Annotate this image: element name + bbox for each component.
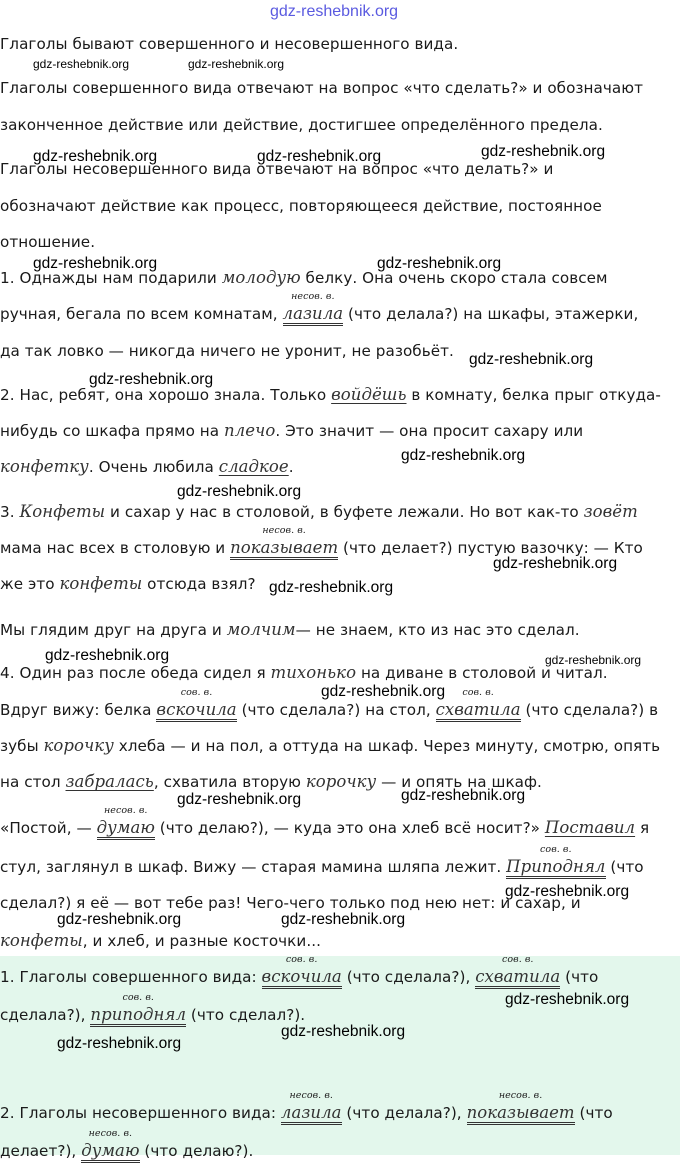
watermark: gdz-reshebnik.org xyxy=(177,791,302,808)
text-run: стул, заглянул в шкаф. Вижу — старая мамина шляпа лежит. xyxy=(0,858,507,876)
theory-line-2: Глаголы совершенного вида отвечают на вопрос «что сделать?» и обозначают xyxy=(0,79,644,97)
text-run: (что делала?), xyxy=(341,1104,467,1122)
text-run: зубы xyxy=(0,737,44,755)
watermark: gdz-reshebnik.org xyxy=(481,143,606,160)
text-run: и сахар у нас в столовой, в буфете лежали. Но вот как-то xyxy=(105,503,584,521)
watermark: gdz-reshebnik.org xyxy=(469,351,594,368)
highlighted-word: сладкое xyxy=(218,457,289,476)
watermark: gdz-reshebnik.org xyxy=(505,991,630,1008)
watermark: gdz-reshebnik.org xyxy=(401,447,526,464)
text-run: сделала?), xyxy=(0,1006,91,1024)
text-run: 3. xyxy=(0,503,20,521)
text-line-9 xyxy=(0,574,256,594)
text-run: на диване в столовой и читал. xyxy=(356,664,608,682)
watermark: gdz-reshebnik.org xyxy=(321,683,446,700)
watermark: gdz-reshebnik.org xyxy=(493,555,618,572)
theory-line-5: обозначают действие как процесс, повторяющееся действие, постоянное xyxy=(0,197,602,215)
text-line-10 xyxy=(0,620,580,640)
watermark: gdz-reshebnik.org xyxy=(505,883,630,900)
text-line-3: да так ловко — никогда ничего не уронит, не разобьёт. xyxy=(0,342,454,360)
watermark: gdz-reshebnik.org xyxy=(33,57,130,71)
highlighted-word: войдёшь xyxy=(331,385,407,404)
watermark: gdz-reshebnik.org xyxy=(269,579,394,596)
aspect-label: несов. в. xyxy=(289,1090,333,1101)
verb-dumayu: думаю xyxy=(97,818,155,840)
theory-line-1: Глаголы бывают совершенного и несовершенного вида. xyxy=(0,35,459,53)
text-run: отсюда взял? xyxy=(142,575,256,593)
labeled-verb xyxy=(475,954,561,987)
watermark: gdz-reshebnik.org xyxy=(57,911,182,928)
text-line-7 xyxy=(0,502,638,522)
text-run: (что сделала?) на стол, xyxy=(236,701,436,719)
aspect-label: сов. в. xyxy=(122,992,154,1003)
text-run: 1. Глаголы совершенного вида: xyxy=(0,968,262,986)
text-run: (что xyxy=(605,858,644,876)
watermark: gdz-reshebnik.org xyxy=(89,371,214,388)
watermark: gdz-reshebnik.org xyxy=(281,911,406,928)
aspect-label: несов. в. xyxy=(498,1090,543,1101)
verb-pokazyvaet: показывает xyxy=(230,538,338,560)
text-run: . xyxy=(288,458,294,476)
text-run: (что сделала?), xyxy=(341,968,476,986)
highlighted-word: лазила xyxy=(281,1103,342,1125)
aspect-label: несов. в. xyxy=(291,291,335,302)
theory-line-4: Глаголы несовершенного вида отвечают на вопрос «что делать?» и xyxy=(0,160,554,178)
aspect-label: сов. в. xyxy=(180,687,213,698)
watermark: gdz-reshebnik.org xyxy=(188,57,285,71)
highlighted-word: вскочила xyxy=(262,967,342,989)
text-run: . Очень любила xyxy=(88,458,219,476)
verb-pripodnyal: Приподнял xyxy=(506,857,605,879)
highlighted-word: конфеты xyxy=(0,931,83,950)
watermark: gdz-reshebnik.org xyxy=(45,647,170,664)
text-line-13 xyxy=(0,736,660,756)
text-line-2 xyxy=(0,291,639,324)
labeled-verb xyxy=(156,687,237,720)
aspect-label: несов. в. xyxy=(88,1128,133,1139)
labeled-verb xyxy=(435,687,521,720)
text-line-16 xyxy=(0,844,644,877)
verb-skhvatila: схватила xyxy=(436,700,521,722)
text-run: 4. Один раз после обеда сидел я xyxy=(0,664,271,682)
answer-line-1 xyxy=(0,954,599,987)
highlighted-word: думаю xyxy=(81,1141,139,1163)
highlighted-word: молчим xyxy=(226,620,296,639)
watermark-top: gdz-reshebnik.org xyxy=(270,3,399,20)
highlighted-word: Поставил xyxy=(544,818,636,837)
answer-line-3 xyxy=(0,1090,613,1123)
text-run: белку. Она очень скоро стала совсем xyxy=(300,269,608,287)
text-run: (что делала?) на шкафы, этажерки, xyxy=(343,305,639,323)
watermark: gdz-reshebnik.org xyxy=(177,483,302,500)
text-run: мама нас всех в столовую и xyxy=(0,539,231,557)
text-run: на стол xyxy=(0,773,66,791)
labeled-verb xyxy=(90,992,187,1025)
watermark: gdz-reshebnik.org xyxy=(377,255,502,272)
watermark: gdz-reshebnik.org xyxy=(257,148,382,165)
text-run: хлеба — и на пол, а оттуда на шкаф. Через минуту, смотрю, опять xyxy=(113,737,661,755)
aspect-label: сов. в. xyxy=(462,687,494,698)
text-run: — не знаем, кто из нас это сделал. xyxy=(295,621,580,639)
verb-lazila: лазила xyxy=(283,304,344,326)
answer-line-4 xyxy=(0,1128,254,1161)
watermark: gdz-reshebnik.org xyxy=(401,787,526,804)
text-run: я xyxy=(635,819,650,837)
watermark: gdz-reshebnik.org xyxy=(281,1023,406,1040)
watermark: gdz-reshebnik.org xyxy=(33,255,158,272)
text-run: , схватила вторую xyxy=(153,773,306,791)
text-line-17: сделал?) я её — вот тебе раз! Чего-чего только под нею нет: и сахар, и xyxy=(0,894,581,912)
text-run: (что делает?) пустую вазочку: — Кто xyxy=(338,539,643,557)
text-run: (что сделала?) в xyxy=(520,701,659,719)
text-run: Вдруг вижу: белка xyxy=(0,701,157,719)
highlighted-word: схватила xyxy=(475,967,560,989)
text-run: нибудь со шкафа прямо на xyxy=(0,422,224,440)
highlighted-word: корочку xyxy=(43,736,114,755)
text-line-15 xyxy=(0,805,650,838)
highlighted-word: тихонько xyxy=(270,663,357,682)
highlighted-word: зовёт xyxy=(583,502,638,521)
text-run: (что делаю?). xyxy=(139,1142,254,1160)
text-line-11 xyxy=(0,663,608,683)
aspect-label: сов. в. xyxy=(501,954,534,965)
highlighted-word: плечо xyxy=(224,421,276,440)
text-run: ручная, бегала по всем комнатам, xyxy=(0,305,283,323)
text-run: Мы глядим друг на друга и xyxy=(0,621,227,639)
labeled-verb xyxy=(280,1090,342,1123)
text-run: (что xyxy=(574,1104,613,1122)
labeled-verb xyxy=(81,1128,140,1161)
aspect-label: сов. в. xyxy=(540,844,572,855)
text-run: «Постой, — xyxy=(0,819,97,837)
watermark: gdz-reshebnik.org xyxy=(57,1035,182,1052)
text-run: 2. Глаголы несовершенного вида: xyxy=(0,1104,281,1122)
watermark: gdz-reshebnik.org xyxy=(33,148,158,165)
answer-line-2 xyxy=(0,992,306,1025)
aspect-label: несов. в. xyxy=(262,525,306,536)
labeled-verb xyxy=(282,291,344,324)
text-line-6 xyxy=(0,457,294,477)
text-line-18 xyxy=(0,931,321,951)
text-run: 2. Нас, ребят, она хорошо знала. Только xyxy=(0,386,332,404)
labeled-verb xyxy=(230,525,339,558)
highlighted-word: забралась xyxy=(65,772,154,791)
theory-line-6: отношение. xyxy=(0,233,96,251)
watermark: gdz-reshebnik.org xyxy=(545,653,642,667)
labeled-verb xyxy=(261,954,342,987)
text-run: (что сделал?). xyxy=(186,1006,306,1024)
text-run: , и хлеб, и разные косточки... xyxy=(82,932,321,950)
text-run: 1. Однажды нам подарили xyxy=(0,269,222,287)
highlighted-word: показывает xyxy=(467,1103,575,1125)
labeled-verb xyxy=(466,1090,575,1123)
highlighted-word: молодую xyxy=(221,268,301,287)
text-run: . Это значит — она просит сахару или xyxy=(275,422,584,440)
verb-vskochila: вскочила xyxy=(156,700,236,722)
text-run: делает?), xyxy=(0,1142,82,1160)
text-run: — и опять на шкаф. xyxy=(376,773,542,791)
theory-line-3: законченное действие или действие, достигшее определённого предела. xyxy=(0,116,603,134)
text-run: в комнату, белка прыг откуда- xyxy=(406,386,661,404)
highlighted-word: Конфеты xyxy=(19,502,106,521)
text-run: же это xyxy=(0,575,60,593)
text-run: (что делаю?), — куда это она хлеб всё носит?» xyxy=(154,819,545,837)
text-run: (что xyxy=(560,968,599,986)
highlighted-word: конфеты xyxy=(59,574,143,593)
highlighted-word: приподнял xyxy=(90,1005,186,1027)
text-line-5 xyxy=(0,421,583,441)
labeled-verb xyxy=(96,805,155,838)
highlighted-word: корочку xyxy=(305,772,377,791)
labeled-verb xyxy=(506,844,606,877)
aspect-label: несов. в. xyxy=(104,805,148,816)
aspect-label: сов. в. xyxy=(285,954,318,965)
highlighted-word: конфетку xyxy=(0,457,89,476)
